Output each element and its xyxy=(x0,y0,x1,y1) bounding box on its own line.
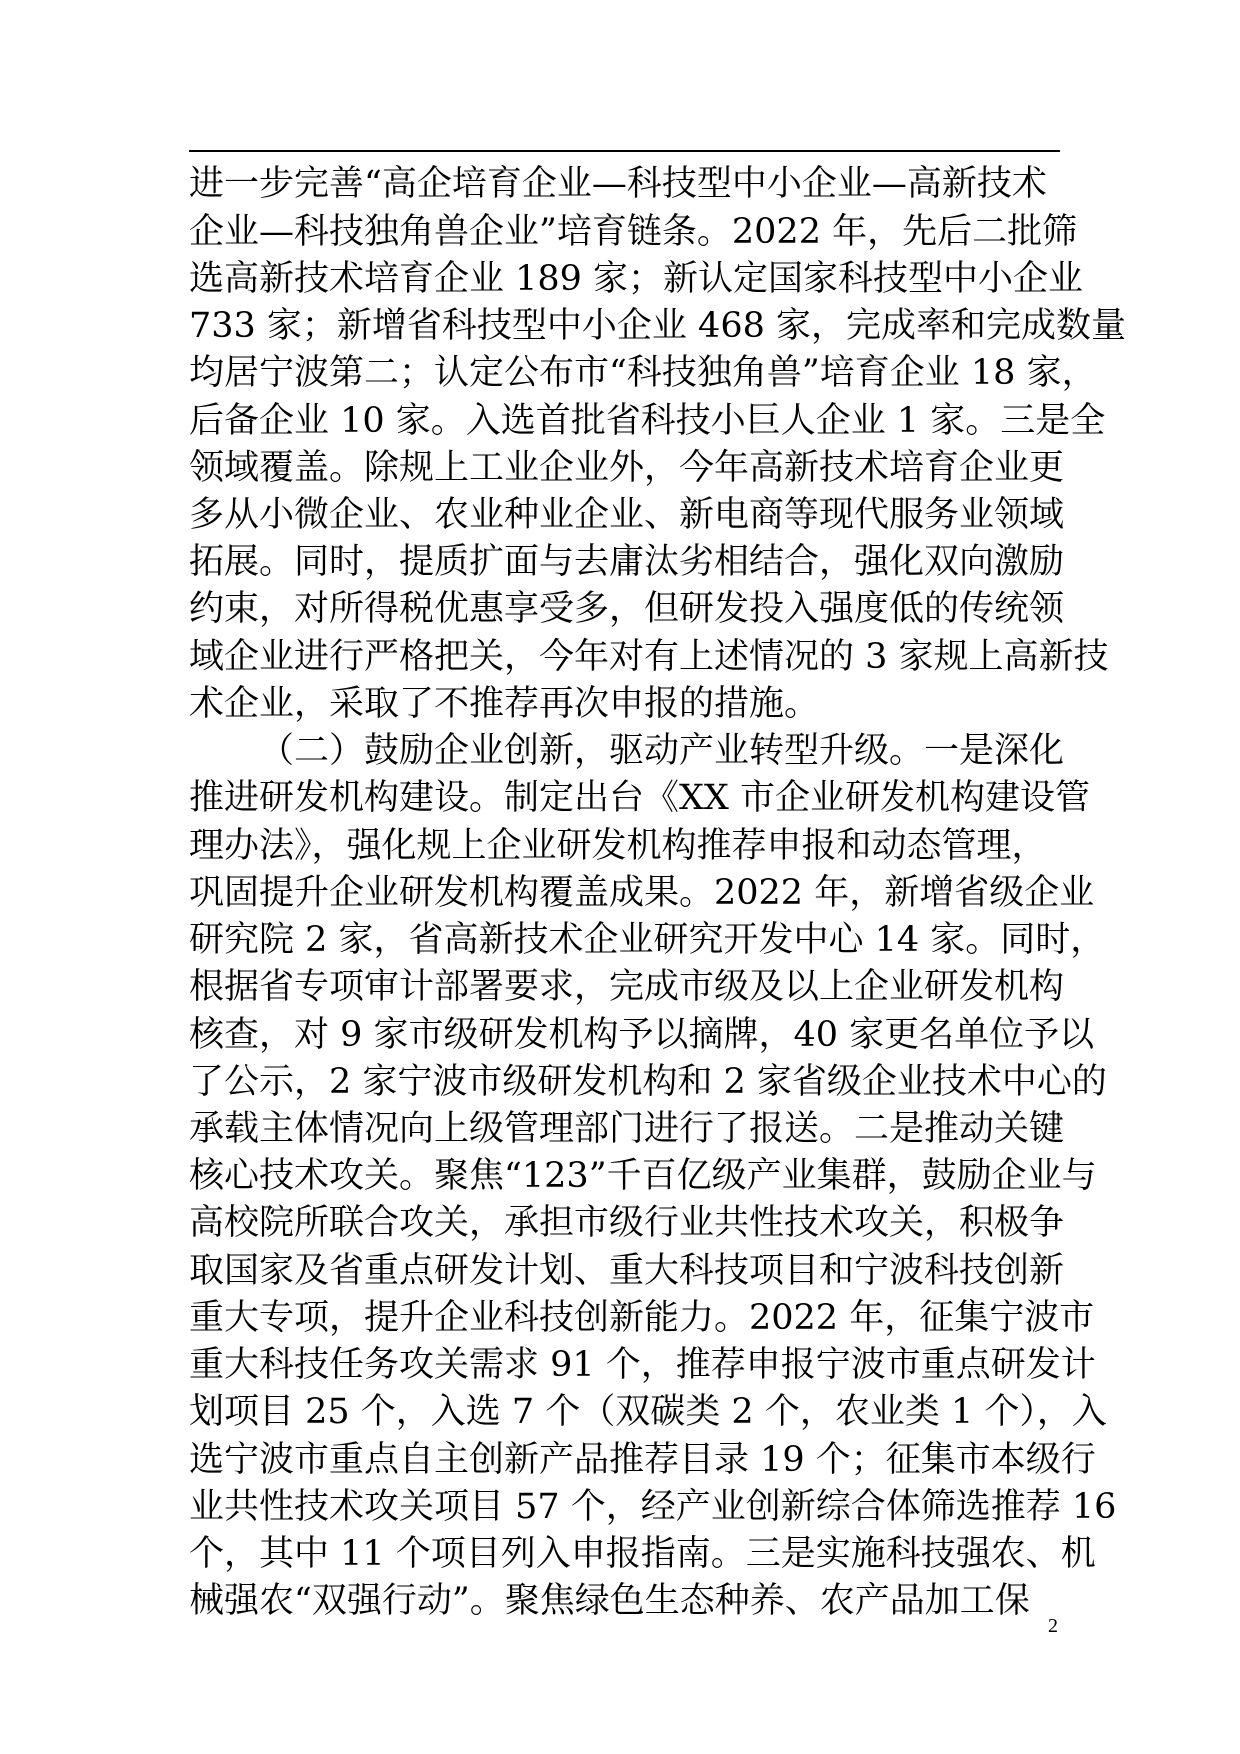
text-line: 巩固提升企业研发机构覆盖成果。2022 年，新增省级企业 xyxy=(189,873,1095,913)
text-line: 选高新技术培育企业 189 家；新认定国家科技型中小企业 xyxy=(189,259,1084,299)
text-line: 域企业进行严格把关，今年对有上述情况的 3 家规上高新技 xyxy=(189,637,1109,677)
text-line: 根据省专项审计部署要求，完成市级及以上企业研发机构 xyxy=(189,967,1065,1007)
page-number: 2 xyxy=(1048,1615,1058,1637)
text-line: 承载主体情况向上级管理部门进行了报送。二是推动关键 xyxy=(189,1109,1065,1149)
text-line: 选宁波市重点自主创新产品推荐目录 19 个；征集市本级行 xyxy=(189,1440,1096,1480)
text-line: （二）鼓励企业创新，驱动产业转型升级。一是深化 xyxy=(259,731,1065,771)
text-line: 理办法》，强化规上企业研发机构推荐申报和动态管理， xyxy=(189,826,1047,866)
text-line: 拓展。同时，提质扩面与去庸汰劣相结合，强化双向激励 xyxy=(189,542,1065,582)
text-line: 推进研发机构建设。制定出台《XX 市企业研发机构建设管 xyxy=(189,778,1090,818)
text-line: 重大专项，提升企业科技创新能力。2022 年，征集宁波市 xyxy=(189,1298,1095,1338)
text-line: 划项目 25 个，入选 7 个（双碳类 2 个，农业类 1 个），入 xyxy=(189,1392,1107,1432)
text-line: 后备企业 10 家。入选首批省科技小巨人企业 1 家。三是全 xyxy=(189,401,1106,441)
text-line: 733 家；新增省科技型中小企业 468 家，完成率和完成数量 xyxy=(189,306,1126,346)
text-line: 高校院所联合攻关，承担市级行业共性技术攻关，积极争 xyxy=(189,1203,1065,1243)
text-line: 械强农“双强行动”。聚焦绿色生态种养、农产品加工保 xyxy=(189,1581,1030,1621)
text-line: 研究院 2 家，省高新技术企业研究开发中心 14 家。同时， xyxy=(189,920,1106,960)
text-line: 进一步完善“高企培育企业—科技型中小企业—高新技术 xyxy=(189,164,1047,204)
text-line: 均居宁波第二；认定公布市“科技独角兽”培育企业 18 家， xyxy=(189,353,1097,393)
text-line: 了公示，2 家宁波市级研发机构和 2 家省级企业技术中心的 xyxy=(189,1062,1107,1102)
text-line: 术企业，采取了不推荐再次申报的措施。 xyxy=(189,684,820,724)
text-line: 领域覆盖。除规上工业企业外，今年高新技术培育企业更 xyxy=(189,448,1065,488)
text-line: 取国家及省重点研发计划、重大科技项目和宁波科技创新 xyxy=(189,1251,1065,1291)
text-line: 企业—科技独角兽企业”培育链条。2022 年，先后二批筛 xyxy=(189,212,1078,252)
text-line: 重大科技任务攻关需求 91 个，推荐申报宁波市重点研发计 xyxy=(189,1345,1096,1385)
text-line: 核心技术攻关。聚焦“123”千百亿级产业集群，鼓励企业与 xyxy=(189,1156,1097,1196)
text-line: 业共性技术攻关项目 57 个，经产业创新综合体筛选推荐 16 xyxy=(189,1487,1117,1527)
text-line: 多从小微企业、农业种业企业、新电商等现代服务业领域 xyxy=(189,495,1065,535)
text-line: 个，其中 11 个项目列入申报指南。三是实施科技强农、机 xyxy=(189,1534,1096,1574)
text-line: 核查，对 9 家市级研发机构予以摘牌，40 家更名单位予以 xyxy=(189,1015,1095,1055)
text-line: 约束，对所得税优惠享受多，但研发投入强度低的传统领 xyxy=(189,589,1065,629)
